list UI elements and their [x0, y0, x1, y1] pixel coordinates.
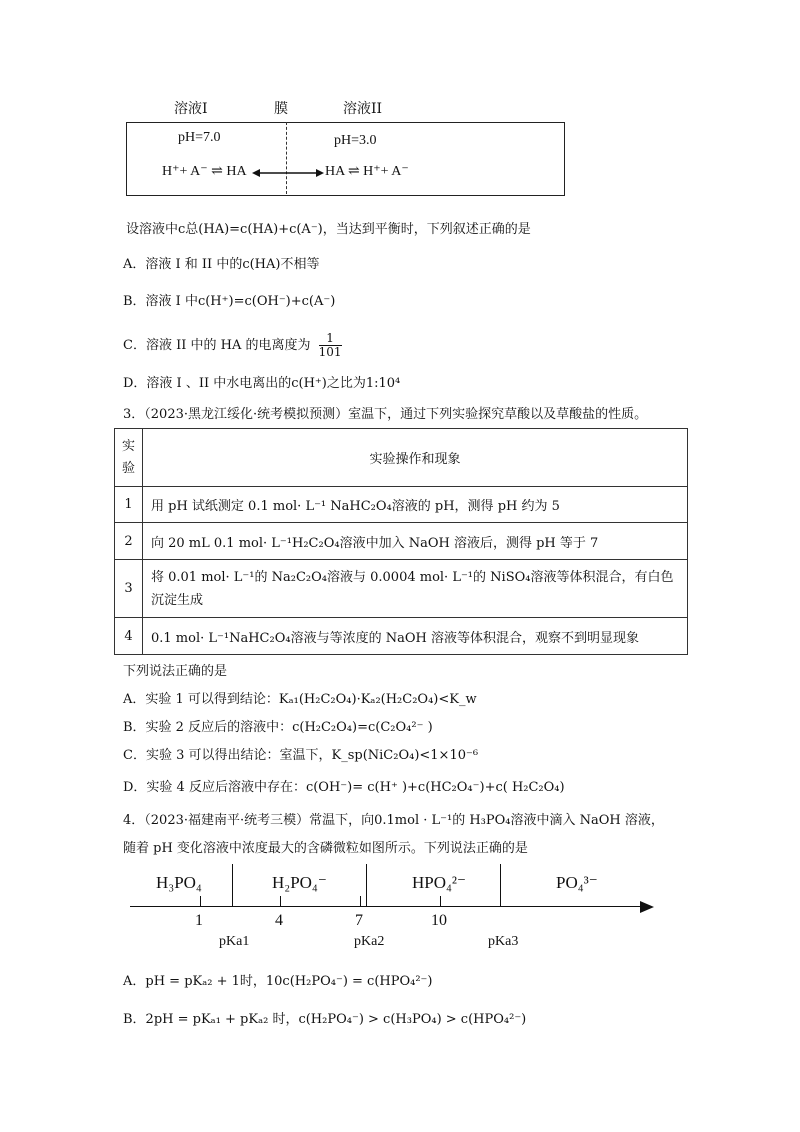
membrane-label: 膜	[274, 101, 288, 117]
boundary-pka3	[500, 864, 501, 906]
header-experiment	[115, 429, 143, 487]
species-po4: PO₄³⁻	[556, 873, 598, 892]
row-number: 4	[115, 618, 143, 655]
fraction-denominator: 101	[318, 345, 342, 359]
pka2-label: pKa2	[354, 934, 385, 949]
tick	[440, 896, 441, 906]
row-description: 0.1 mol· L⁻¹NaHC₂O₄溶液与等浓度的 NaOH 溶液等体积混合，观察不到明显现象	[143, 618, 688, 655]
tick	[280, 896, 281, 906]
ph-axis	[130, 906, 640, 907]
equilibrium-right: HA ⇌ H⁺+ A⁻	[325, 164, 409, 179]
tick-label: 10	[431, 912, 447, 929]
q4-option-b[interactable]: B．2pH = pKₐ₁ + pKₐ₂ 时，c(H₂PO₄⁻) > c(H₃PO₄) > c(HPO₄²⁻)	[123, 1012, 527, 1027]
q3-option-c[interactable]: C．实验 3 可以得出结论：室温下，K_sp(NiC₂O₄)<1×10⁻⁶	[123, 748, 479, 763]
species-h2po4: H₂PO₄⁻	[272, 873, 327, 892]
table-header-row	[115, 429, 688, 487]
q4-stem-line-2: 随着 pH 变化溶液中浓度最大的含磷微粒如图所示。下列说法正确的是	[123, 841, 528, 856]
header-description: 实验操作和现象	[143, 429, 688, 487]
tick-label: 7	[355, 912, 363, 929]
ph-right: pH=3.0	[334, 133, 377, 148]
q2-option-c-text: C．溶液 II 中的 HA 的电离度为	[123, 338, 311, 353]
q3-option-b[interactable]: B．实验 2 反应后的溶液中：c(H₂C₂O₄)=c(C₂O₄²⁻ )	[123, 720, 433, 735]
double-arrow	[252, 166, 324, 180]
pka1-label: pKa1	[219, 934, 250, 949]
q3-option-d[interactable]: D．实验 4 反应后溶液中存在：c(OH⁻)= c(H⁺ )+c(HC₂O₄⁻)+c( H₂C₂O₄)	[123, 780, 565, 795]
tick-label: 4	[275, 912, 283, 929]
row-number: 2	[115, 523, 143, 560]
membrane-divider	[286, 122, 287, 194]
row-description-line-1: 将 0.01 mol· L⁻¹的 Na₂C₂O₄溶液与 0.0004 mol· L⁻¹的 NiSO₄溶液等体积混合，有白色	[151, 569, 674, 585]
q3-option-a[interactable]: A．实验 1 可以得到结论：Kₐ₁(H₂C₂O₄)·Kₐ₂(H₂C₂O₄)<K_w	[123, 692, 477, 707]
table-row	[115, 618, 688, 655]
table-row	[115, 487, 688, 523]
q2-option-c[interactable]	[123, 332, 342, 359]
boundary-pka2	[366, 864, 367, 906]
species-hpo4: HPO₄²⁻	[412, 873, 467, 892]
fraction	[319, 332, 342, 359]
row-number: 1	[115, 487, 143, 523]
axis-arrow	[640, 901, 654, 913]
tick-label: 1	[195, 912, 203, 929]
q3-after: 下列说法正确的是	[123, 664, 228, 679]
boundary-pka1	[232, 864, 233, 906]
q4-option-a[interactable]: A．pH = pKₐ₂ + 1时，10c(H₂PO₄⁻) = c(HPO₄²⁻)	[123, 974, 433, 989]
table-row	[115, 560, 688, 618]
q3-stem: 3．（2023·黑龙江绥化·统考模拟预测）室温下，通过下列实验探究草酸以及草酸盐的性质。	[123, 407, 648, 422]
experiment-table	[114, 428, 688, 655]
row-description: 向 20 mL 0.1 mol· L⁻¹H₂C₂O₄溶液中加入 NaOH 溶液后，测得 pH 等于 7	[143, 523, 688, 560]
header-experiment-label: 实验	[121, 438, 135, 476]
row-number: 3	[115, 560, 143, 618]
ph-left: pH=7.0	[178, 130, 221, 145]
row-description	[143, 560, 688, 618]
tick	[200, 896, 201, 906]
row-description-line-2: 沉淀生成	[151, 592, 204, 608]
equilibrium-left: H⁺+ A⁻ ⇌ HA	[162, 164, 247, 179]
table-row	[115, 523, 688, 560]
q4-stem-line-1: 4．（2023·福建南平·统考三模）常温下，向0.1mol · L⁻¹的 H₃PO₄溶液中滴入 NaOH 溶液，	[123, 813, 664, 828]
fraction-numerator: 1	[319, 332, 342, 346]
species-h3po4: H₃PO₄	[156, 873, 202, 892]
solution-2-label: 溶液II	[343, 101, 383, 117]
pka3-label: pKa3	[488, 934, 519, 949]
row-description: 用 pH 试纸测定 0.1 mol· L⁻¹ NaHC₂O₄溶液的 pH，测得 pH 约为 5	[143, 487, 688, 523]
solution-1-label: 溶液I	[174, 101, 208, 117]
q2-option-b[interactable]: B．溶液 I 中c(H⁺)=c(OH⁻)+c(A⁻)	[123, 294, 336, 309]
q2-option-d[interactable]: D．溶液 I 、II 中水电离出的c(H⁺)之比为1:10⁴	[123, 376, 401, 391]
tick	[360, 896, 361, 906]
q2-option-a[interactable]: A．溶液 I 和 II 中的c(HA)不相等	[123, 257, 320, 272]
q2-stem: 设溶液中c总(HA)=c(HA)+c(A⁻)，当达到平衡时，下列叙述正确的是	[126, 222, 531, 237]
